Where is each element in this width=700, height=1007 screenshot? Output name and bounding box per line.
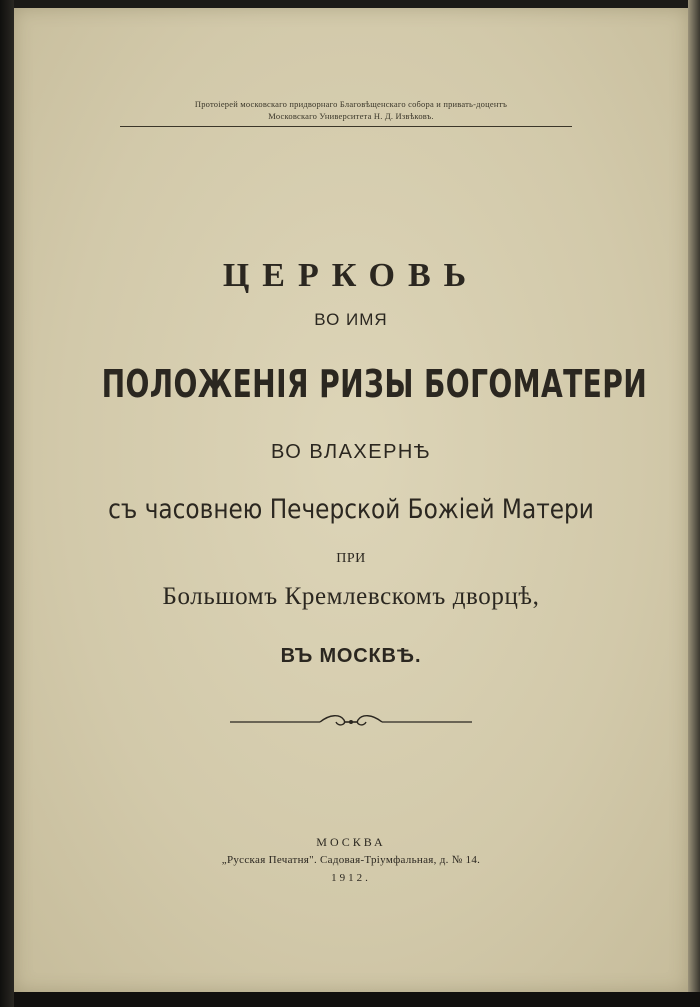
title-page	[14, 8, 688, 992]
book-bottom-edge	[14, 992, 700, 1007]
author-line-2: Московскаго Университета Н. Д. Извѣковъ.	[268, 111, 434, 121]
title-church: ЦЕРКОВЬ	[222, 257, 480, 294]
title-in-name: ВО ИМЯ	[314, 310, 388, 329]
title-blachernae: ВО ВЛАХЕРНѢ	[271, 441, 431, 463]
title-moscow: ВЪ МОСКВѢ.	[280, 645, 422, 667]
book-spine	[0, 0, 14, 1007]
title-palace: Большомъ Кремлевскомъ дворцѣ,	[162, 583, 540, 610]
ornament-divider	[230, 712, 472, 732]
title-main: ПОЛОЖЕНIЯ РИЗЫ БОГОМАТЕРИ	[101, 362, 648, 406]
title-at: ПРИ	[336, 551, 366, 566]
imprint-year: 1912.	[331, 872, 371, 884]
author-line	[14, 98, 688, 122]
page-edge	[688, 0, 700, 1007]
imprint-press: „Русская Печатня". Садовая-Трiумфальная, д. № 14.	[221, 854, 481, 866]
title-chapel: съ часовнею Печерской Божiей Матери	[108, 494, 594, 525]
author-rule	[120, 126, 572, 127]
imprint-city: МОСКВА	[316, 835, 386, 849]
author-line-1: Протоiерей московскаго придворнаго Благовѣщенскаго собора и привать-доцентъ	[194, 99, 508, 109]
